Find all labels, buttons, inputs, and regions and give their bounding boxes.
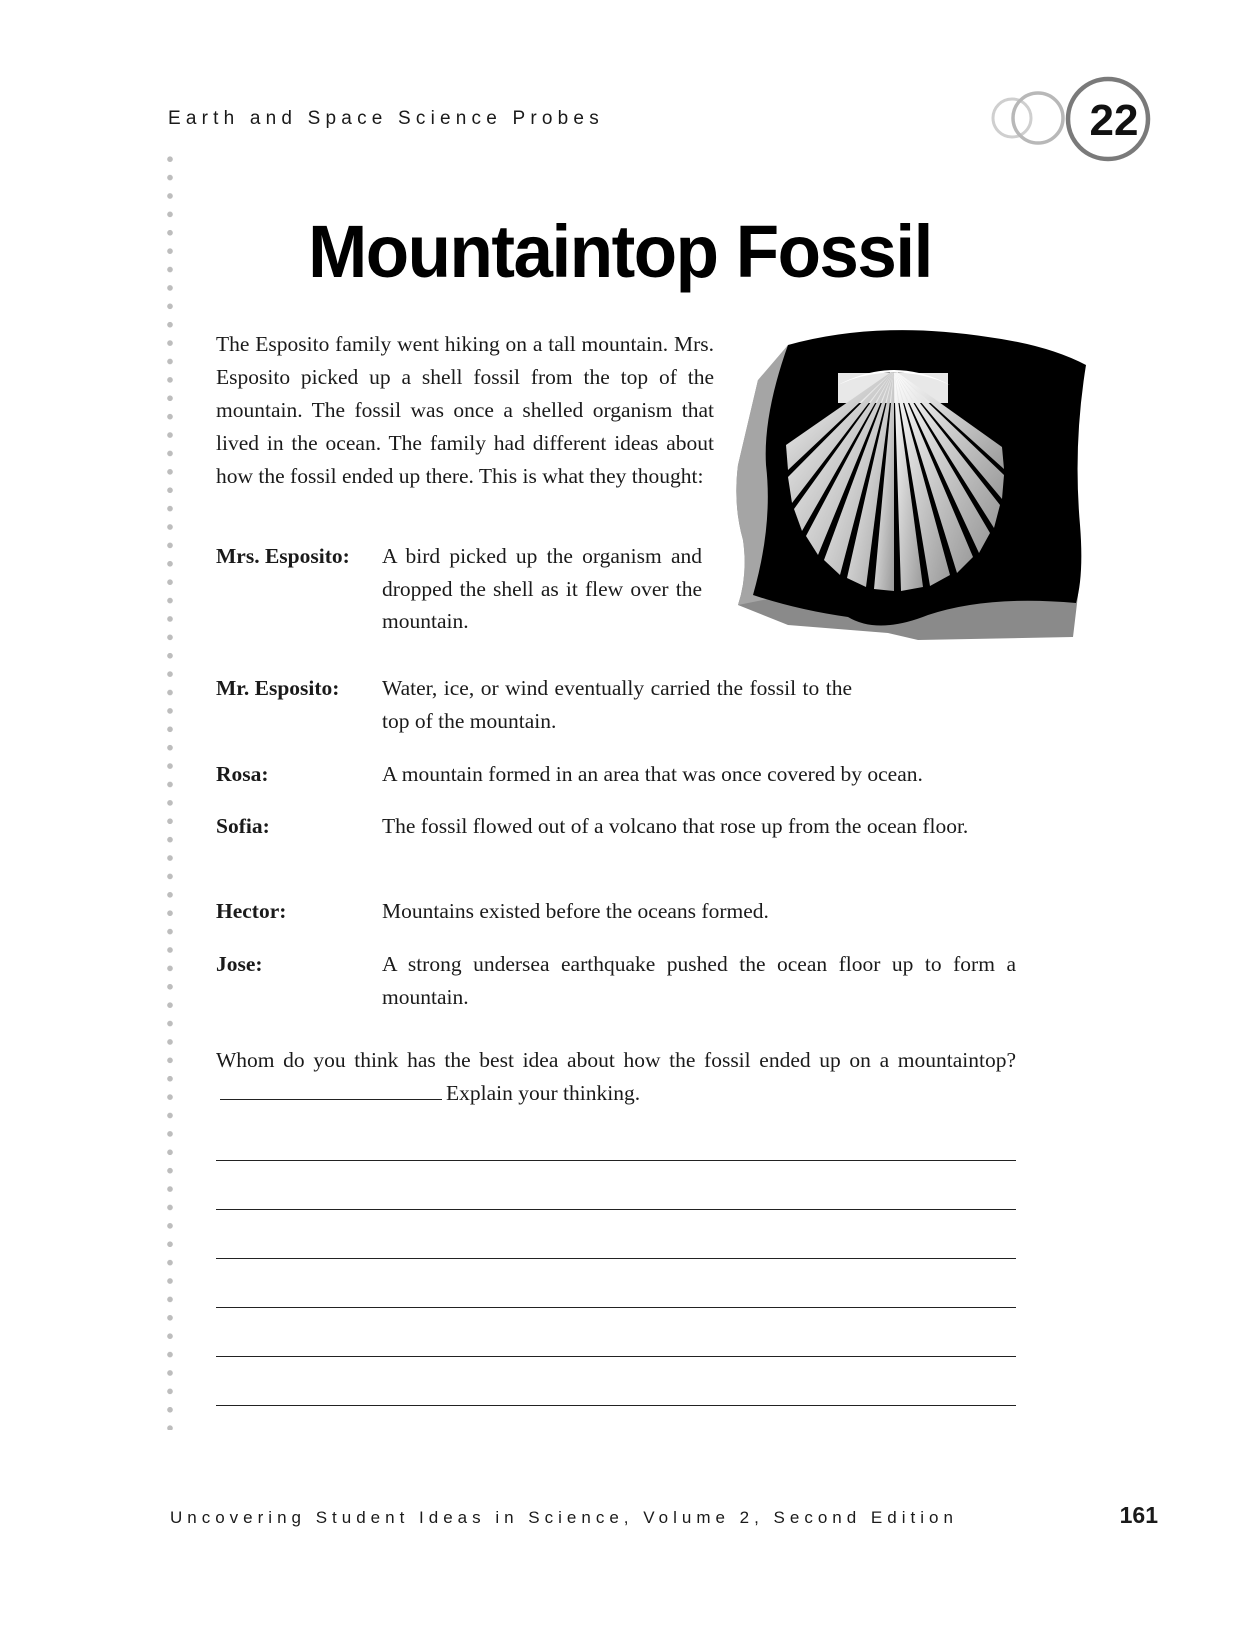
probe-number: 22	[1089, 96, 1139, 145]
speaker-label: Jose:	[216, 952, 263, 976]
question-prompt	[216, 1044, 1016, 1110]
idea-text: A strong undersea earthquake pushed the ocean floor up to form a mountain.	[382, 952, 1016, 1009]
scallop-shell-fossil-icon	[728, 325, 1108, 660]
answer-line[interactable]	[216, 1258, 1016, 1259]
speaker-label: Mr. Esposito:	[216, 676, 340, 700]
idea-text: A bird picked up the organism and dropped the shell as it flew over the mountain.	[382, 544, 702, 633]
answer-line[interactable]	[216, 1307, 1016, 1308]
speaker-label: Rosa:	[216, 762, 269, 786]
question-instruction: Explain your thinking.	[446, 1081, 641, 1105]
dotted-margin-rail	[166, 150, 174, 1430]
footer-book-title: Uncovering Student Ideas in Science, Volume 2, Second Edition	[170, 1508, 958, 1527]
answer-line[interactable]	[216, 1405, 1016, 1406]
answer-line[interactable]	[216, 1209, 1016, 1210]
intro-paragraph: The Esposito family went hiking on a tall mountain. Mrs. Esposito picked up a shell fossil from the top of the mountain. The fossil was once a shelled organism that lived in the ocean. The family had different ideas about how the fossil ended up there. This is what they thought:	[216, 332, 714, 488]
idea-text: Mountains existed before the oceans formed.	[382, 899, 769, 923]
idea-text: Water, ice, or wind eventually carried the fossil to the top of the mountain.	[382, 676, 852, 733]
speaker-label: Mrs. Esposito:	[216, 544, 350, 568]
name-answer-blank[interactable]	[220, 1080, 442, 1100]
speaker-label: Sofia:	[216, 814, 270, 838]
idea-text: A mountain formed in an area that was once covered by ocean.	[382, 762, 923, 786]
answer-line[interactable]	[216, 1356, 1016, 1357]
answer-line[interactable]	[216, 1160, 1016, 1161]
page-title: Mountaintop Fossil	[308, 211, 932, 294]
question-text: Whom do you think has the best idea about how the fossil ended up on a mountaintop?	[216, 1048, 1016, 1072]
idea-text: The fossil flowed out of a volcano that rose up from the ocean floor.	[382, 814, 969, 838]
section-header: Earth and Space Science Probes	[168, 108, 604, 129]
speaker-label: Hector:	[216, 899, 287, 923]
page-number: 161	[1119, 1502, 1158, 1528]
